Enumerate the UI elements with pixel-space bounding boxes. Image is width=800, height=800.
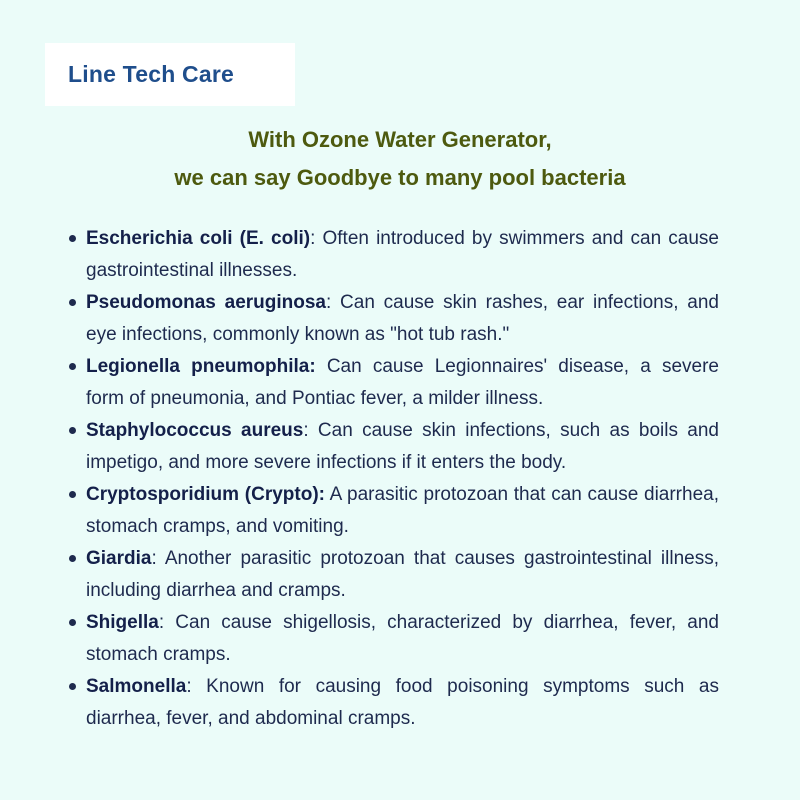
bullet-icon <box>69 683 76 690</box>
bullet-icon <box>69 299 76 306</box>
brand-logo <box>45 43 295 106</box>
list-item <box>86 223 719 287</box>
bacteria-description: Can cause Legionnaires' disease, a severe form of pneumonia, and Pontiac fever, a milder illness. <box>86 356 719 409</box>
bacteria-name: Pseudomonas aeruginosa <box>86 292 326 313</box>
bacteria-description: : Can cause skin infections, such as boils and impetigo, and more severe infections if it enters the body. <box>86 420 719 473</box>
list-item <box>86 351 719 415</box>
brand-logo-text: Line Tech Care <box>68 61 234 87</box>
bullet-icon <box>69 363 76 370</box>
bacteria-description: : Can cause skin rashes, ear infections, and eye infections, commonly known as "hot tub rash." <box>86 292 719 345</box>
bullet-icon <box>69 427 76 434</box>
bacteria-name: Salmonella <box>86 676 187 697</box>
bacteria-description: : Another parasitic protozoan that causes gastrointestinal illness, including diarrhea and cramps. <box>86 548 719 601</box>
headline-line-2: we can say Goodbye to many pool bacteria <box>174 165 626 190</box>
headline-line-1: With Ozone Water Generator, <box>248 127 552 152</box>
list-item <box>86 671 719 735</box>
list-item <box>86 607 719 671</box>
bacteria-name: Staphylococcus aureus <box>86 420 304 441</box>
bullet-icon <box>69 555 76 562</box>
bacteria-description: : Often introduced by swimmers and can cause gastrointestinal illnesses. <box>86 228 719 281</box>
bullet-icon <box>69 619 76 626</box>
bacteria-name: Cryptosporidium (Crypto): <box>86 484 325 505</box>
bacteria-list <box>86 223 719 735</box>
bacteria-description: : Known for causing food poisoning symptoms such as diarrhea, fever, and abdominal cramps. <box>86 676 719 729</box>
list-item <box>86 479 719 543</box>
bullet-icon <box>69 491 76 498</box>
list-item <box>86 543 719 607</box>
bacteria-name: Shigella <box>86 612 159 633</box>
bacteria-name: Giardia <box>86 548 152 569</box>
bacteria-name: Escherichia coli (E. coli) <box>86 228 311 249</box>
bacteria-name: Legionella pneumophila: <box>86 356 316 377</box>
list-item <box>86 415 719 479</box>
bullet-icon <box>69 235 76 242</box>
headline <box>0 121 800 197</box>
bacteria-description: : Can cause shigellosis, characterized by diarrhea, fever, and stomach cramps. <box>86 612 719 665</box>
bacteria-description: A parasitic protozoan that can cause diarrhea, stomach cramps, and vomiting. <box>86 484 719 537</box>
list-item <box>86 287 719 351</box>
